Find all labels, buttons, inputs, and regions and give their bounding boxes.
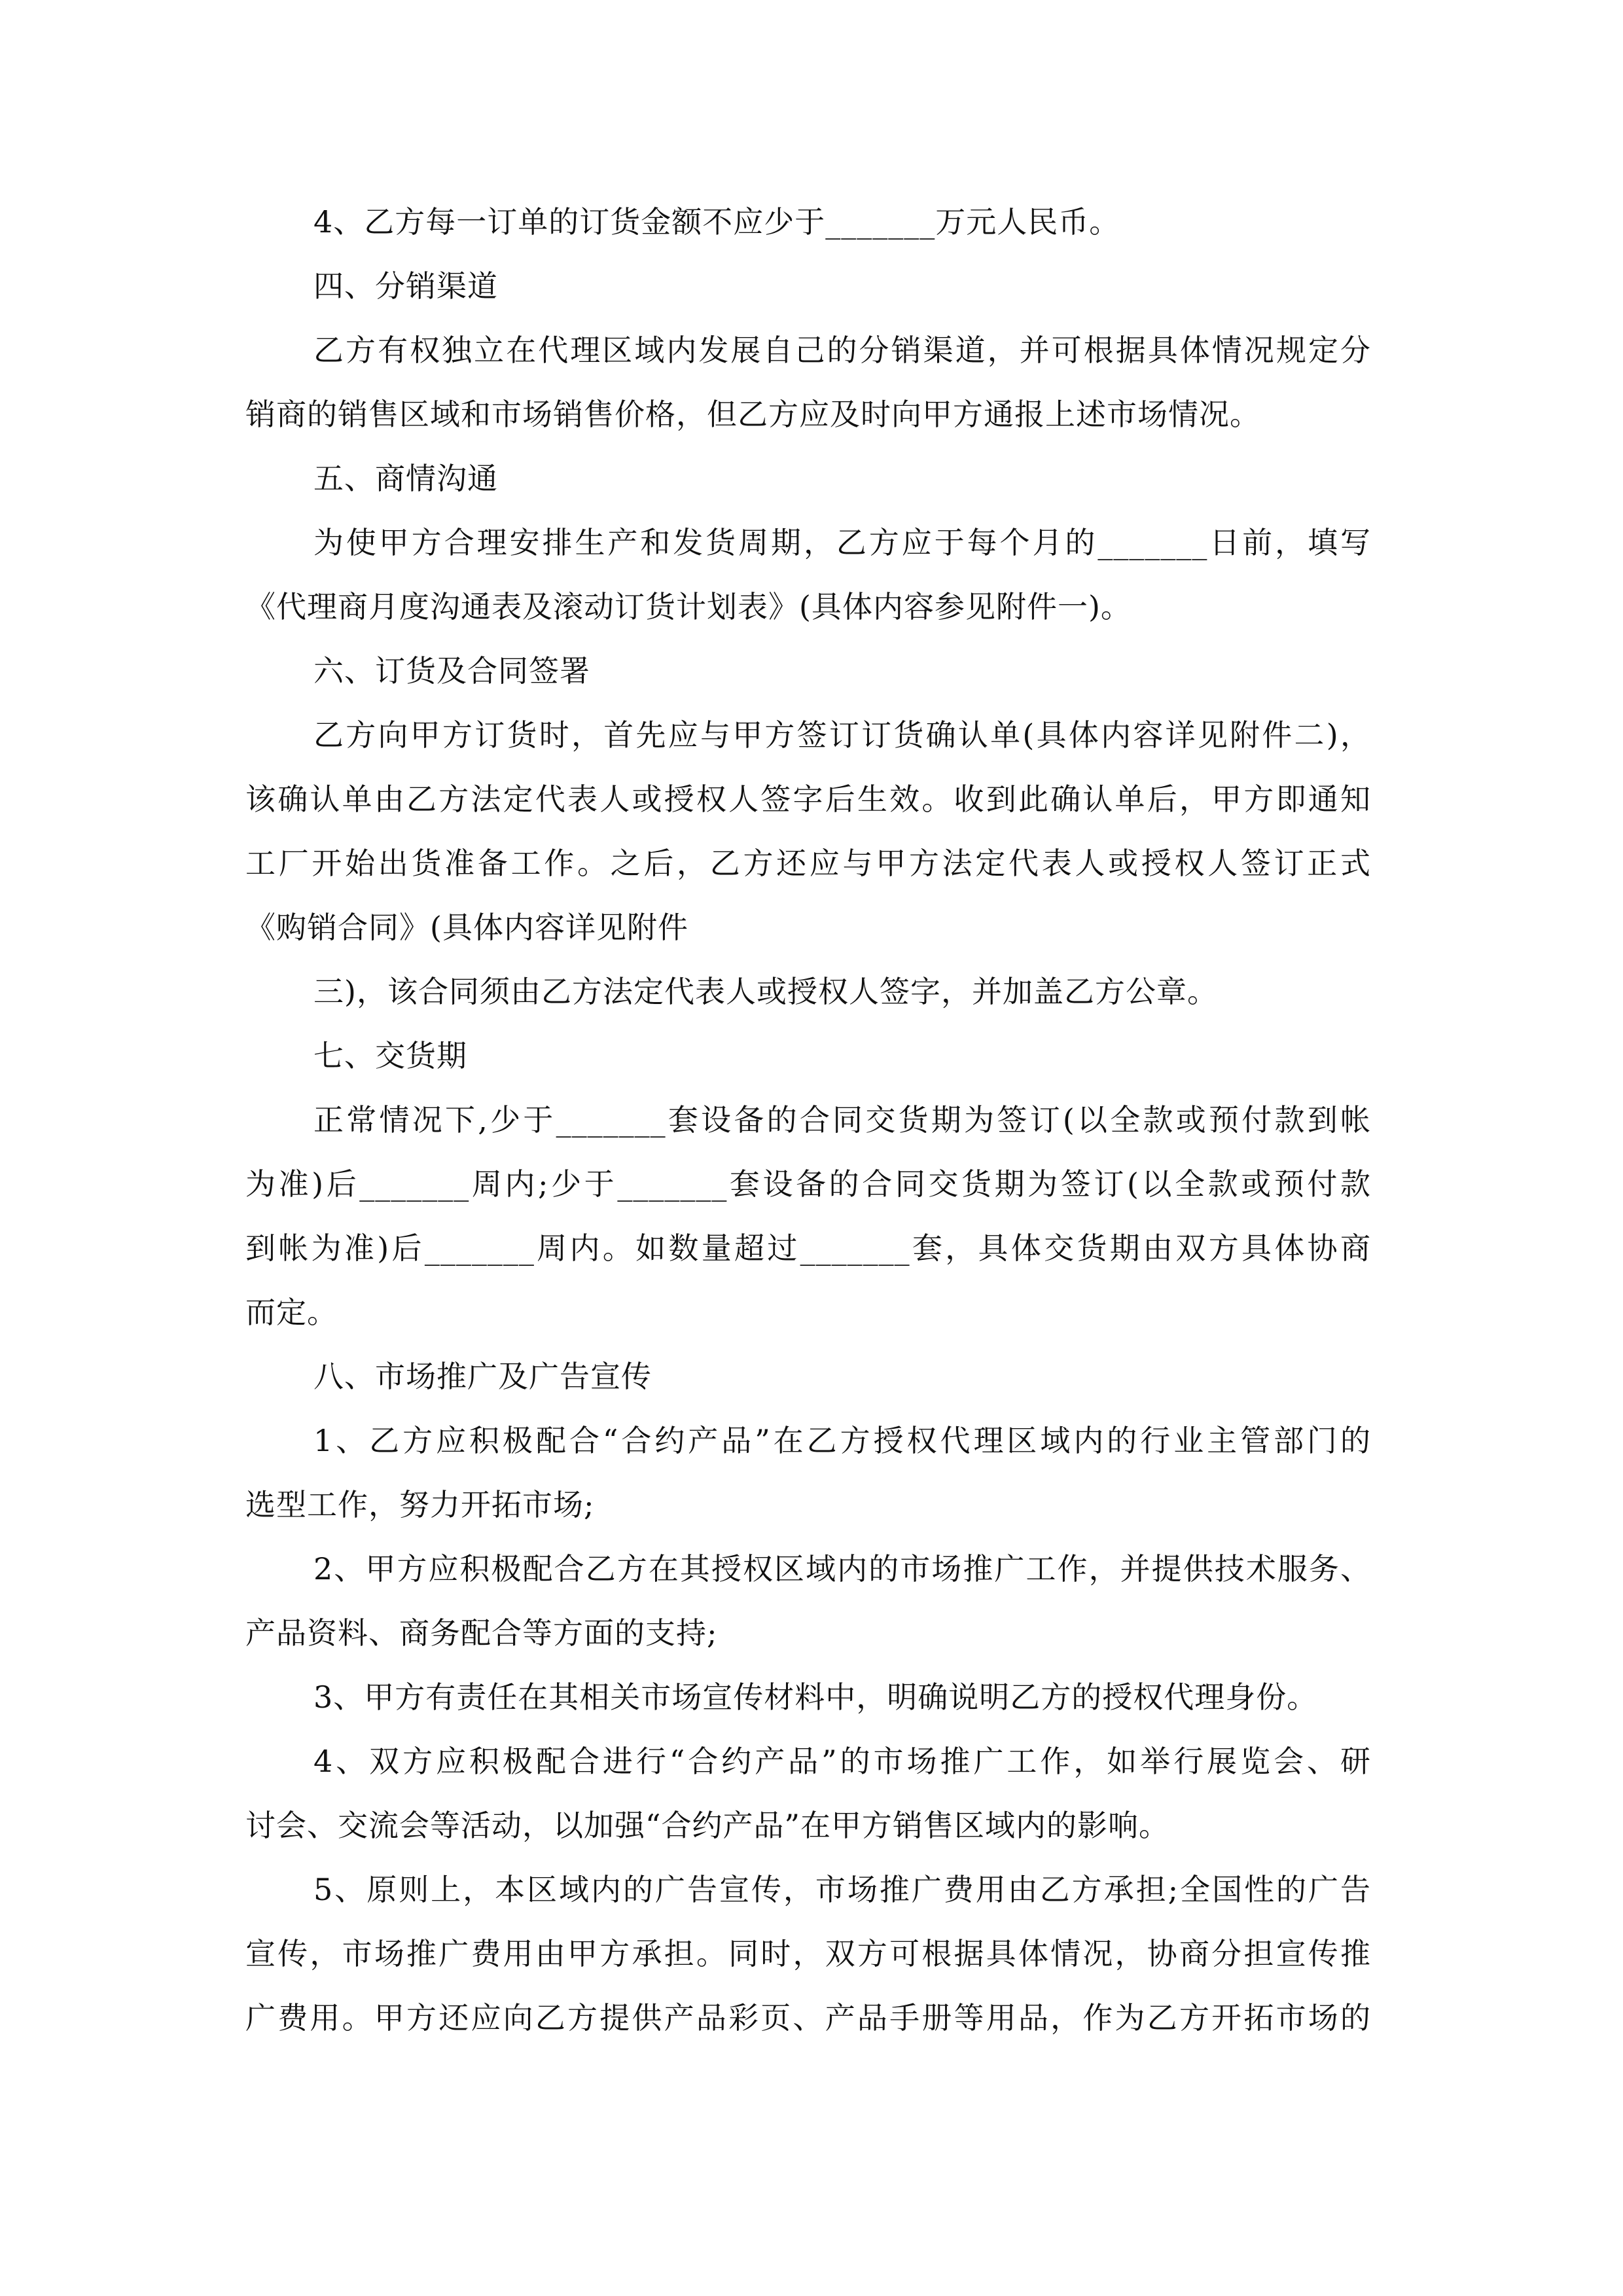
paragraph-marketing-5 [245,1857,1371,2050]
text-line: 为使甲方合理安排生产和发货周期，乙方应于每个月的_______日前，填写 [313,525,1371,560]
text-line: 为准)后_______周内;少于_______套设备的合同交货期为签订(以全款或预付款 [245,1166,1371,1202]
text-line: 正常情况下,少于_______套设备的合同交货期为签订(以全款或预付款到帐 [313,1102,1371,1138]
text-line: 广费用。甲方还应向乙方提供产品彩页、产品手册等用品，作为乙方开拓市场的 [245,2000,1371,2036]
text-line: 产品资料、商务配合等方面的支持; [245,1615,718,1651]
document-body [245,190,1371,2050]
section-heading: 五、商情沟通 [313,461,498,496]
text-line: 4、双方应积极配合进行“合约产品”的市场推广工作，如举行展览会、研 [313,1744,1371,1779]
text-line: 乙方有权独立在代理区域内发展自己的分销渠道，并可根据具体情况规定分 [313,332,1371,368]
text-line: 工厂开始出货准备工作。之后，乙方还应与甲方法定代表人或授权人签订正式 [245,846,1371,881]
paragraph-marketing-3 [245,1665,1371,1729]
paragraph-communication [245,511,1371,639]
section-heading: 六、订货及合同签署 [313,653,590,689]
text-line: 1、乙方应积极配合“合约产品”在乙方授权代理区域内的行业主管部门的 [313,1423,1371,1458]
text-line: 讨会、交流会等活动，以加强“合约产品”在甲方销售区域内的影响。 [245,1808,1170,1843]
text-line: 乙方向甲方订货时，首先应与甲方签订订货确认单(具体内容详见附件二)， [313,717,1371,753]
paragraph-marketing-4 [245,1729,1371,1857]
text-line: 3、甲方有责任在其相关市场宣传材料中，明确说明乙方的授权代理身份。 [313,1679,1318,1715]
section-heading: 七、交货期 [313,1038,467,1073]
paragraph-marketing-1 [245,1408,1371,1537]
text-line: 选型工作，努力开拓市场; [245,1487,595,1522]
text-line: 而定。 [245,1295,338,1330]
heading-distribution-channels [245,254,1371,318]
text-line: 该确认单由乙方法定代表人或授权人签字后生效。收到此确认单后，甲方即通知 [245,781,1371,817]
section-heading: 八、市场推广及广告宣传 [313,1359,652,1394]
text-line: 宣传，市场推广费用由甲方承担。同时，双方可根据具体情况，协商分担宣传推 [245,1936,1371,1971]
heading-delivery-period [245,1024,1371,1088]
paragraph-order-amount [245,190,1371,254]
paragraph-contract-signature [245,960,1371,1024]
text-line: 4、乙方每一订单的订货金额不应少于_______万元人民币。 [313,204,1120,240]
section-heading: 四、分销渠道 [313,268,498,304]
paragraph-ordering [245,703,1371,960]
text-line: 到帐为准)后_______周内。如数量超过_______套，具体交货期由双方具体协商 [245,1230,1371,1266]
text-line: 《代理商月度沟通表及滚动订货计划表》(具体内容参见附件一)。 [245,589,1132,624]
text-line: 三)，该合同须由乙方法定代表人或授权人签字，并加盖乙方公章。 [313,974,1218,1009]
text-line: 《购销合同》(具体内容详见附件 [245,910,688,945]
heading-marketing-advertising [245,1344,1371,1408]
text-line: 2、甲方应积极配合乙方在其授权区域内的市场推广工作，并提供技术服务、 [313,1551,1371,1587]
paragraph-distribution [245,318,1371,446]
heading-business-communication [245,446,1371,511]
heading-ordering-contract [245,639,1371,703]
paragraph-delivery [245,1088,1371,1344]
text-line: 5、原则上，本区域内的广告宣传，市场推广费用由乙方承担;全国性的广告 [313,1872,1371,1907]
text-line: 销商的销售区域和市场销售价格，但乙方应及时向甲方通报上述市场情况。 [245,397,1260,432]
paragraph-marketing-2 [245,1537,1371,1665]
